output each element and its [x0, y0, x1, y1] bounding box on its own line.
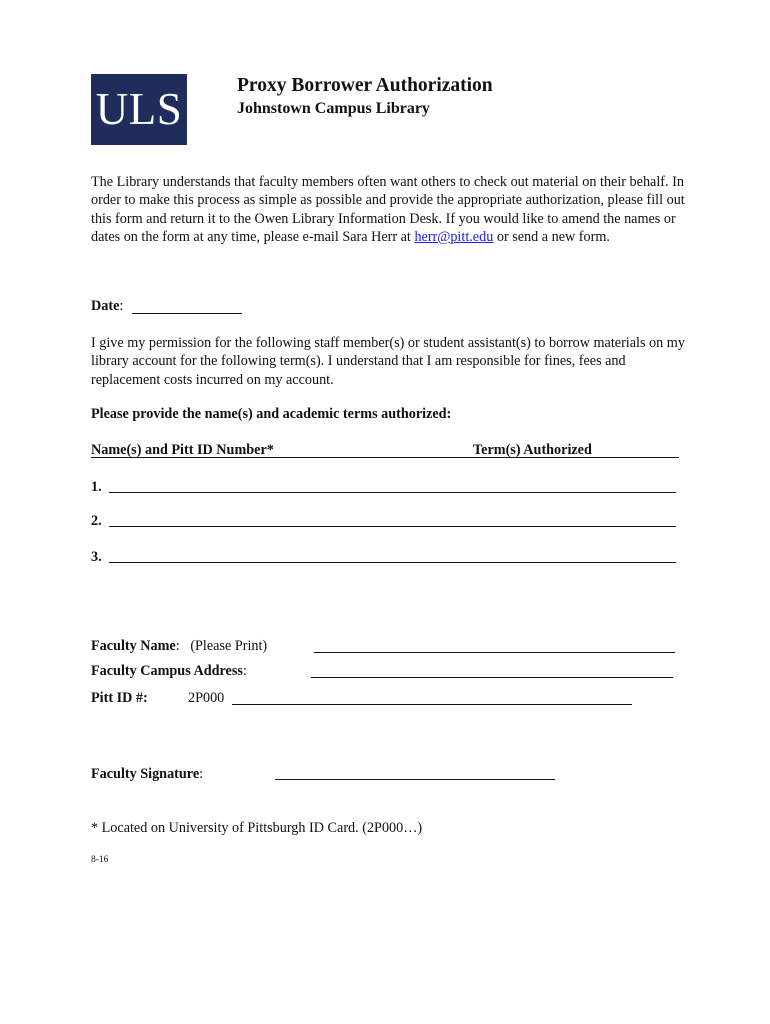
terms-column-header: Term(s) Authorized [473, 442, 592, 458]
instruction-text: Please provide the name(s) and academic terms authorized: [91, 406, 452, 422]
form-code: 8-16 [91, 855, 109, 865]
form-title: Proxy Borrower Authorization [237, 75, 493, 96]
footnote: * Located on University of Pittsburgh ID Card. (2P000…) [91, 820, 423, 836]
pitt-id-label: Pitt ID #: [91, 690, 148, 706]
faculty-address-field[interactable] [311, 677, 673, 678]
faculty-signature-field[interactable] [275, 779, 555, 780]
row-number-2: 2. [91, 513, 102, 529]
row-2-field[interactable] [109, 526, 676, 527]
intro-paragraph [91, 173, 691, 246]
names-column-header: Name(s) and Pitt ID Number* [91, 442, 274, 458]
uls-logo: ULS [91, 74, 187, 145]
date-field[interactable] [132, 313, 242, 314]
date-row: Date: [91, 298, 124, 314]
pitt-id-prefix: 2P000 [188, 690, 225, 706]
row-1-field[interactable] [109, 492, 676, 493]
faculty-name-field[interactable] [314, 652, 675, 653]
faculty-signature-label: Faculty Signature [91, 766, 200, 782]
intro-text-end: or send a new form. [496, 228, 610, 245]
faculty-name-label: Faculty Name [91, 638, 176, 654]
row-number-3: 3. [91, 549, 102, 565]
form-subtitle: Johnstown Campus Library [237, 100, 430, 117]
faculty-name-row: Faculty Name: (Please Print) [91, 638, 268, 654]
intro-text: The Library understands that faculty members often want others to check out material on their behalf. In order to make this process as simple as possible and provide the appropriate authorization, please fill out this form and return it to the Owen Library Information Desk. If you would like to amend the names or dates on the form at any time, please e-mail Sara Herr at [91, 174, 685, 245]
faculty-address-row: Faculty Campus Address: [91, 663, 247, 679]
header-underline [91, 457, 679, 458]
date-label: Date [91, 298, 120, 314]
faculty-name-hint: (Please Print) [190, 638, 268, 654]
faculty-signature-row: Faculty Signature: [91, 766, 204, 782]
row-3-field[interactable] [109, 562, 676, 563]
pitt-id-field[interactable] [232, 704, 632, 705]
faculty-address-label: Faculty Campus Address [91, 663, 243, 679]
row-number-1: 1. [91, 479, 102, 495]
email-link[interactable]: herr@pitt.edu [414, 228, 494, 245]
permission-paragraph: I give my permission for the following staff member(s) or student assistant(s) to borrow materials on my library account for the following term(s). I understand that I am responsible for fines, fees and replacement costs incurred on my account. [91, 335, 685, 388]
